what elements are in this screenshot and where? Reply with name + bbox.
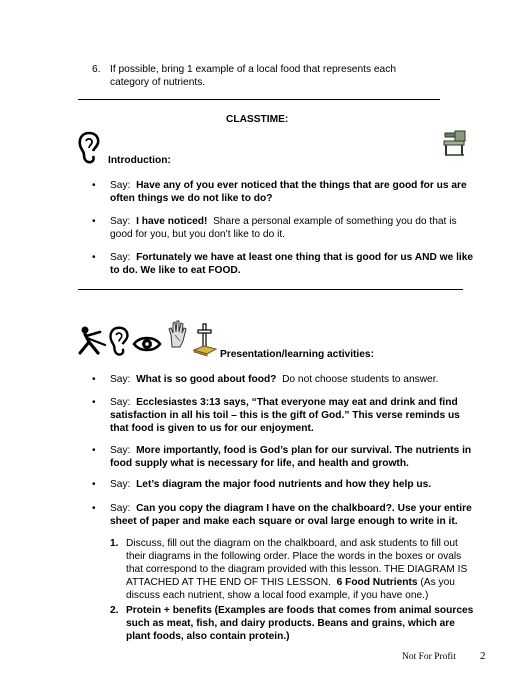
presentation-heading: Presentation/learning activities:: [220, 349, 374, 360]
item-number: 6.: [92, 64, 101, 75]
footer-text: Not For Profit: [402, 652, 456, 662]
page-number: 2: [480, 650, 486, 662]
exercise-figure-icon: [76, 326, 108, 356]
item-text: If possible, bring 1 example of a local food that represents each category of nutrients.: [110, 64, 396, 88]
classtime-heading: CLASSTIME:: [226, 114, 289, 125]
classroom-desk-icon: [442, 129, 468, 157]
ear-icon: [77, 131, 101, 165]
ear-icon: [108, 325, 130, 358]
divider-top: [78, 99, 440, 100]
introduction-heading: Introduction:: [108, 155, 171, 166]
divider-middle: [78, 289, 463, 290]
hand-icon: [166, 319, 188, 349]
eye-icon: [132, 335, 162, 353]
cross-and-book-icon: [192, 322, 218, 358]
